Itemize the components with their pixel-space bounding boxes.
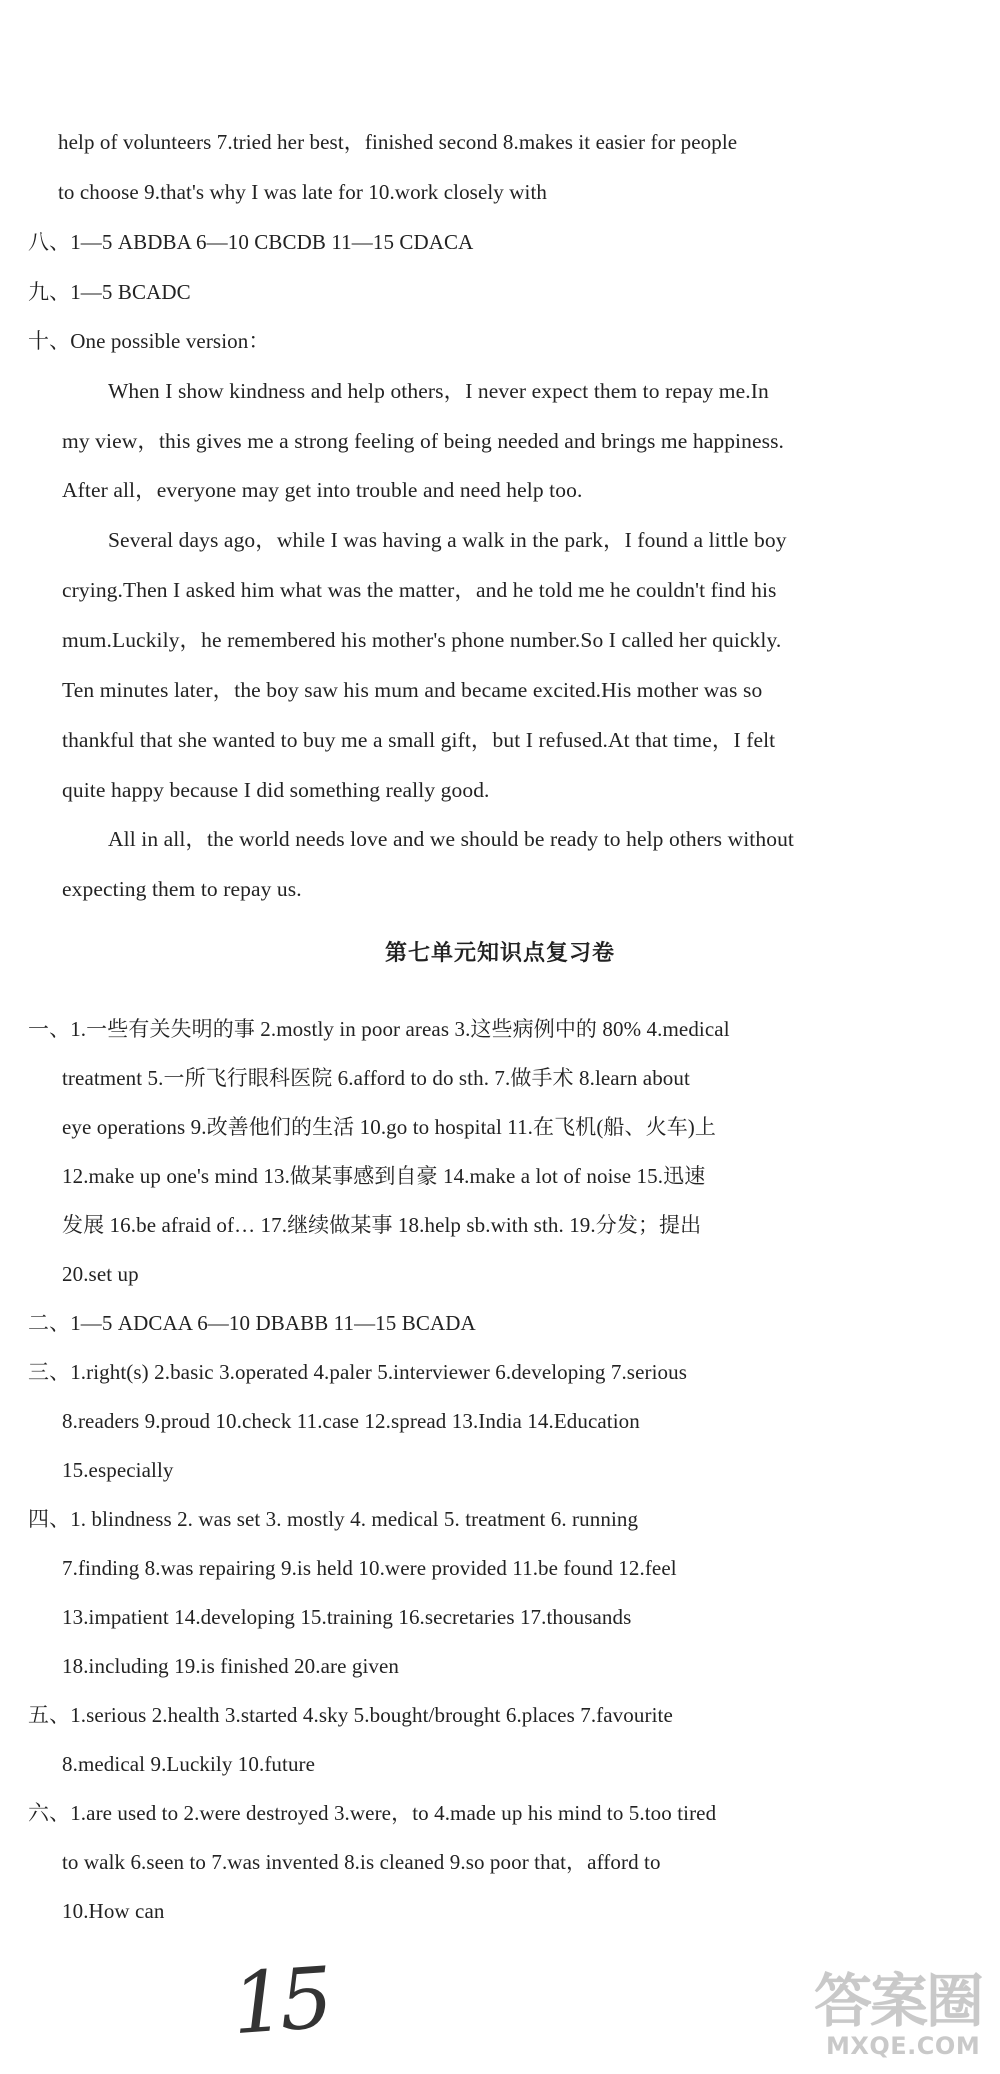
handwritten-page-number: 15 [228, 1948, 331, 2054]
essay-line: Ten minutes later，the boy saw his mum and became excited.His mother was so [62, 678, 763, 702]
essay-line: quite happy because I did something really good. [62, 778, 490, 802]
essay-line: When I show kindness and help others，I never expect them to repay me.In [108, 379, 769, 403]
text-line: 一、1.一些有关失明的事 2.mostly in poor areas 3.这些病例中的 80% 4.medical [28, 1017, 730, 1041]
text-line: 15.especially [62, 1458, 174, 1482]
text-line: to walk 6.seen to 7.was invented 8.is cleaned 9.so poor that，afford to [62, 1850, 661, 1874]
text-line: 十、One possible version： [28, 329, 270, 353]
essay-line: After all，everyone may get into trouble and need help too. [62, 478, 583, 502]
text-line: 三、1.right(s) 2.basic 3.operated 4.paler 5.interviewer 6.developing 7.serious [28, 1360, 687, 1384]
text-line: to choose 9.that's why I was late for 10.work closely with [58, 180, 547, 204]
text-line: 二、1—5 ADCAA 6—10 DBABB 11—15 BCADA [28, 1311, 476, 1335]
essay-line: mum.Luckily，he remembered his mother's phone number.So I called her quickly. [62, 628, 782, 652]
text-line: 五、1.serious 2.health 3.started 4.sky 5.bought/brought 6.places 7.favourite [28, 1703, 673, 1727]
text-line: treatment 5.一所飞行眼科医院 6.afford to do sth. 7.做手术 8.learn about [62, 1066, 690, 1090]
text-line: 8.readers 9.proud 10.check 11.case 12.spread 13.India 14.Education [62, 1409, 640, 1433]
text-line: 8.medical 9.Luckily 10.future [62, 1752, 316, 1776]
text-line: help of volunteers 7.tried her best，finished second 8.makes it easier for people [58, 130, 738, 154]
watermark-logo [810, 1950, 998, 2074]
section-title: 第七单元知识点复习卷 [384, 941, 615, 966]
text-line: 10.How can [62, 1899, 165, 1923]
text-line: 7.finding 8.was repairing 9.is held 10.were provided 11.be found 12.feel [62, 1556, 677, 1580]
text-line: 12.make up one's mind 13.做某事感到自豪 14.make a lot of noise 15.迅速 [62, 1164, 706, 1188]
text-line: 八、1—5 ABDBA 6—10 CBCDB 11—15 CDACA [28, 230, 474, 254]
text-line: 六、1.are used to 2.were destroyed 3.were，to 4.made up his mind to 5.too tired [28, 1801, 717, 1825]
text-line: 发展 16.be afraid of… 17.继续做某事 18.help sb.with sth. 19.分发；提出 [62, 1213, 702, 1237]
text-line: 13.impatient 14.developing 15.training 16.secretaries 17.thousands [62, 1605, 632, 1629]
essay-line: thankful that she wanted to buy me a small gift，but I refused.At that time，I felt [62, 728, 776, 752]
essay-line: expecting them to repay us. [62, 877, 302, 901]
essay-line: All in all，the world needs love and we should be ready to help others without [108, 827, 794, 851]
essay-line: crying.Then I asked him what was the matter，and he told me he couldn't find his [62, 578, 777, 602]
text-line: eye operations 9.改善他们的生活 10.go to hospital 11.在飞机(船、火车)上 [62, 1115, 717, 1139]
essay-line: my view，this gives me a strong feeling of being needed and brings me happiness. [62, 429, 785, 453]
text-line: 九、1—5 BCADC [28, 280, 191, 304]
essay-line: Several days ago，while I was having a walk in the park，I found a little boy [108, 528, 787, 552]
watermark-url: MXQE.COM [826, 2032, 981, 2060]
text-line: 20.set up [62, 1262, 139, 1286]
text-line: 18.including 19.is finished 20.are given [62, 1654, 400, 1678]
text-line: 四、1. blindness 2. was set 3. mostly 4. medical 5. treatment 6. running [28, 1507, 639, 1531]
watermark-chars: 答案圈 [814, 1967, 983, 2035]
